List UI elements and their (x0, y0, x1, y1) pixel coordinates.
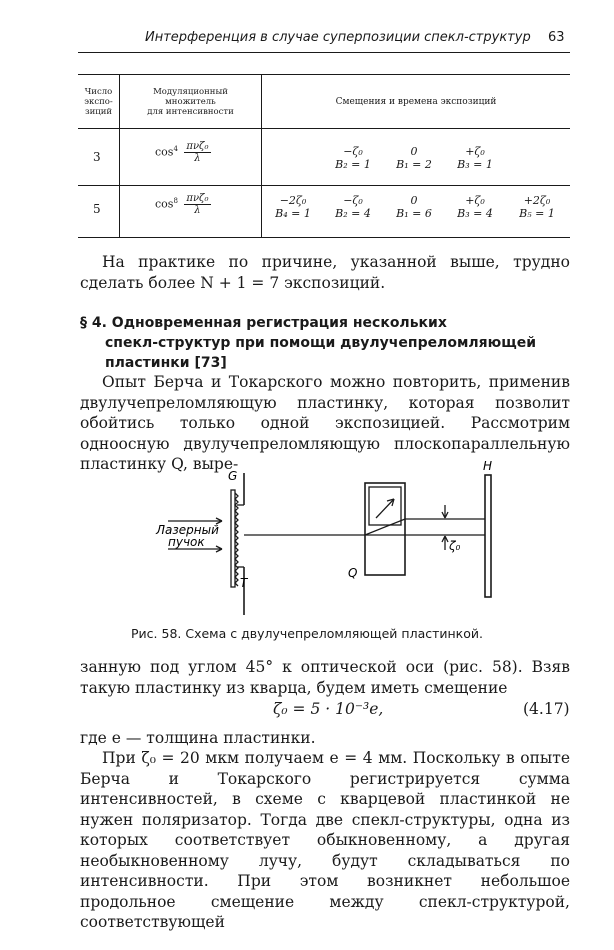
extraordinary-beam (365, 519, 485, 535)
plate-axis-box (369, 487, 401, 525)
col-header-shifts: Смещения и времена экспозиций (335, 97, 497, 107)
modulation-power: 4 (173, 144, 178, 153)
modulation-func: cos (155, 197, 174, 211)
exposure-time: B₂ = 1 (335, 158, 371, 171)
shift-value: +2ζ₀ (523, 194, 551, 207)
hologram-plate-h (485, 475, 491, 597)
paragraph-thickness: где e — толщина пластинки. (80, 729, 316, 747)
shift-value: −ζ₀ (343, 194, 363, 207)
figure-caption: Рис. 58. Схема с двулучепреломляющей пластинкой. (131, 626, 483, 641)
exposure-time: B₃ = 4 (457, 207, 493, 220)
figure-58-diagram (140, 455, 520, 620)
shift-value: +ζ₀ (465, 145, 485, 158)
fraction-denominator: λ (194, 205, 201, 216)
shift-value: 0 (410, 145, 418, 158)
shift-value: −2ζ₀ (279, 194, 307, 207)
col-header-modulation-line: множитель (165, 97, 216, 107)
label-zeta: ζ₀ (449, 539, 461, 553)
table-row-rule (78, 185, 570, 186)
equation-number: (4.17) (523, 700, 570, 718)
paragraph-quartz: занную под углом 45° к оптической оси (рис. 58). Взяв такую пластинку из кварца, будем иметь смещение (80, 658, 570, 697)
exposure-time: B₁ = 2 (396, 158, 432, 171)
exposure-time: B₃ = 1 (457, 158, 493, 171)
fraction-numerator: πνζ₀ (186, 141, 209, 152)
optic-axis-arrow (376, 499, 394, 518)
col-header-count (78, 87, 119, 117)
page-number: 63 (548, 30, 565, 45)
shift-value: +ζ₀ (465, 194, 485, 207)
section-heading (80, 313, 570, 373)
section-heading-line: § 4. Одновременная регистрация нескольких (80, 315, 447, 331)
modulation-fraction (184, 141, 210, 164)
shift-entry (331, 145, 375, 171)
modulation-power: 8 (173, 196, 178, 205)
fraction-denominator: λ (194, 153, 201, 164)
section-heading-line: спекл-структур при помощи двулучепреломляющей (105, 335, 537, 351)
shift-entry (389, 194, 439, 220)
exposure-time: B₅ = 1 (519, 207, 555, 220)
exposure-time: B₁ = 6 (396, 207, 432, 220)
col-header-count-line: зиций (84, 107, 113, 117)
table-bottom-rule (78, 237, 570, 238)
label-g: G (228, 469, 238, 483)
label-laser-line1: Лазерный (156, 523, 219, 537)
shift-entry (392, 145, 436, 171)
shift-entry (328, 194, 378, 220)
shift-value: 0 (410, 194, 418, 207)
col-header-count-line: экспо- (84, 97, 113, 107)
modulation-formula (155, 193, 211, 216)
equation-4-17: ζ₀ = 5 · 10⁻³e, (273, 700, 384, 718)
exposure-time: B₂ = 4 (335, 207, 371, 220)
shift-entry (512, 194, 562, 220)
paragraph-result: При ζ₀ = 20 мкм получаем e = 4 мм. Поскольку в опыте Берча и Токарского регистрируется сумма интенсивностей, в схеме с кварцевой пластинкой не нужен поляризатор. Тогда две спекл-структуры, одна из которых соответствует обыкновенному, а другая необыкновенному лучу, будут складываться по интенсивности. При этом возникнет небольшое продольное смещение между спекл-структурой, соответствующей (80, 749, 570, 931)
row-count: 3 (93, 150, 101, 164)
label-laser-line2: пучок (168, 535, 205, 549)
paragraph-experiment: Опыт Берча и Токарского можно повторить, применив двулучепреломляющую пластинку, которая позволит обойтись только одной экспозицией. Рассмотрим одноосную двулучепреломляющую плоскопараллельную пластинку Q, выре- (80, 373, 570, 473)
modulation-func: cos (155, 145, 174, 159)
shift-entry (450, 194, 500, 220)
paragraph-practice: На практике по причине, указанной выше, трудно сделать более N + 1 = 7 экспозиций. (80, 253, 570, 292)
shift-value: −ζ₀ (343, 145, 363, 158)
label-t: T (240, 576, 248, 590)
table-header-rule (78, 128, 570, 129)
row-count: 5 (93, 202, 101, 216)
diffuser-plate (231, 490, 235, 587)
table-top-rule (78, 74, 570, 75)
col-header-modulation-line: Модуляционный (153, 87, 228, 97)
col-header-modulation (120, 87, 261, 117)
modulation-fraction (184, 193, 210, 216)
col-header-modulation-line: для интенсивности (147, 107, 234, 117)
exposure-time: B₄ = 1 (275, 207, 311, 220)
section-heading-line: пластинки [73] (105, 355, 227, 371)
birefringent-plate-q (365, 483, 405, 575)
fraction-numerator: πνζ₀ (186, 193, 209, 204)
label-q: Q (348, 566, 358, 580)
shift-entry (268, 194, 318, 220)
shift-entry (453, 145, 497, 171)
label-h: H (483, 459, 493, 473)
header-rule (78, 52, 570, 53)
running-header-title: Интерференция в случае суперпозиции спекл-структур (145, 30, 531, 45)
modulation-formula (155, 141, 211, 164)
col-header-count-line: Число (84, 87, 113, 97)
